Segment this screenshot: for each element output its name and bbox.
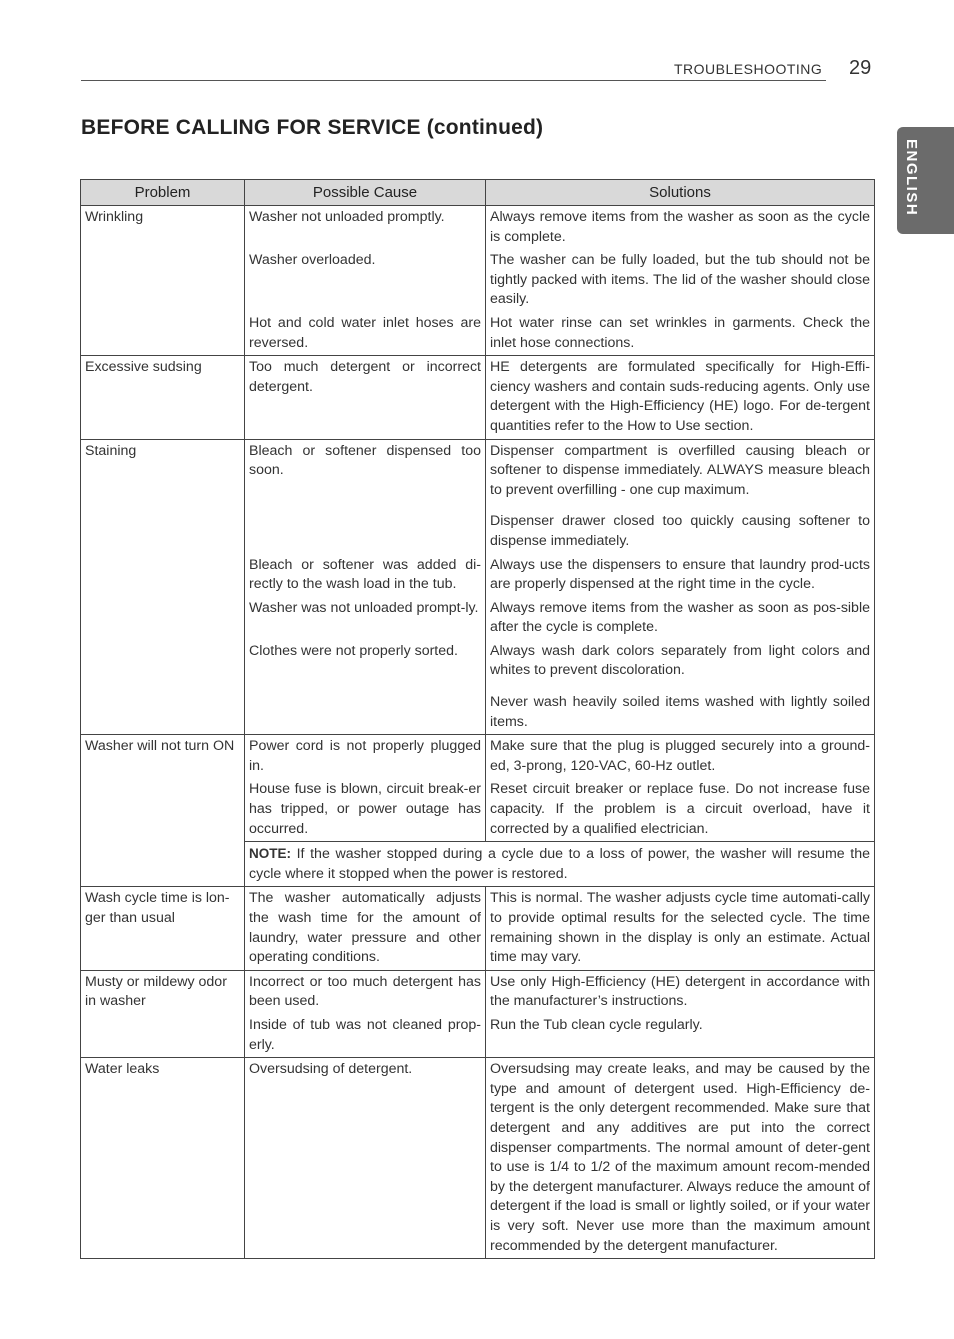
note-text: If the washer stopped during a cycle due to a loss of power, the washer will resume the cycle where it stopped when the power is restored. [249,846,870,882]
language-tab [897,127,954,234]
cause-cell: Bleach or softener dispensed too soon. [245,439,486,553]
note-cell [245,842,875,887]
note-label: NOTE: [249,846,291,862]
cause-cell: House fuse is blown, circuit break-er has tripped, or power outage has occurred. [245,778,486,841]
table-row [81,356,875,439]
cause-cell: Hot and cold water inlet hoses are reversed. [245,312,486,356]
cause-cell: Washer was not unloaded prompt-ly. [245,597,486,640]
cause-cell: Clothes were not properly sorted. [245,640,486,735]
table-row [81,970,875,1014]
solution-cell: Use only High-Efficiency (HE) detergent in accordance with the manufacturer’s instructions. [486,970,875,1014]
page-title: BEFORE CALLING FOR SERVICE (continued) [81,116,544,139]
cause-cell: Too much detergent or incorrect detergent. [245,356,486,439]
problem-cell: Musty or mildewy odor in washer [81,970,245,1057]
cause-cell: Inside of tub was not cleaned prop-erly. [245,1014,486,1058]
language-tab-label: ENGLISH [903,139,920,217]
problem-cell: Wash cycle time is lon-ger than usual [81,887,245,970]
table-row [81,735,875,779]
problem-cell: Washer will not turn ON [81,735,245,887]
cause-cell: The washer automatically adjusts the wash time for the amount of laundry, water pressure and other operating conditions. [245,887,486,970]
table-header-row [81,180,875,206]
table-row [81,439,875,553]
solution-cell: Dispenser compartment is overfilled causing bleach or softener to dispense immediately. ALWAYS measure bleach to prevent overfilling - one cup maximum. Dispenser drawer closed too quickly causing softener to dispense immediately. [486,439,875,553]
solution-cell: Hot water rinse can set wrinkles in garments. Check the inlet hose connections. [486,312,875,356]
solution-cell: Reset circuit breaker or replace fuse. Do not increase fuse capacity. If the problem is a circuit overload, have it corrected by a qualified electrician. [486,778,875,841]
column-header-problem: Problem [81,180,245,206]
solution-cell: Oversudsing may create leaks, and may be caused by the type and amount of detergent used. High-Efficiency de-tergent is the only detergent recommended. Make sure that detergent and any additives are put into the correct dispenser compartments. The normal amount of deter-gent to use is 1/4 to 1/2 of the maximum amount recom-mended by the detergent manufacturer. Always reduce the amount of detergent if the load is small or lightly soiled, or if your water is very soft. Never use more than the maximum amount recommended by the detergent manufacturer. [486,1058,875,1259]
column-header-solutions: Solutions [486,180,875,206]
cause-cell: Incorrect or too much detergent has been used. [245,970,486,1014]
column-header-cause: Possible Cause [245,180,486,206]
solution-cell: The washer can be fully loaded, but the tub should not be tightly packed with items. The lid of the washer should close easily. [486,249,875,312]
solution-cell: Always remove items from the washer as soon as the cycle is complete. [486,206,875,250]
solution-cell: Always remove items from the washer as soon as pos-sible after the cycle is complete. [486,597,875,640]
problem-cell: Water leaks [81,1058,245,1259]
table-row [81,206,875,250]
solution-cell: This is normal. The washer adjusts cycle time automati-cally to provide optimal results for the selected cycle. The time remaining shown in the display is only an estimate. Actual time may vary. [486,887,875,970]
cause-cell: Bleach or softener was added di-rectly to the wash load in the tub. [245,554,486,597]
cause-cell: Washer overloaded. [245,249,486,312]
solution-cell: Always wash dark colors separately from light colors and whites to prevent discoloration. Never wash heavily soiled items washed with lightly soiled items. [486,640,875,735]
solution-cell: HE detergents are formulated specifically for High-Effi-ciency washers and contain suds-reducing agents. Only use detergent with the High-Efficiency (HE) logo. For de-tergent quantities refer to the How to Use section. [486,356,875,439]
table-row [81,887,875,970]
problem-cell: Excessive sudsing [81,356,245,439]
problem-cell: Wrinkling [81,206,245,356]
table-row [81,1058,875,1259]
running-header-section: TROUBLESHOOTING [674,61,823,77]
page-number: 29 [849,57,872,79]
cause-cell: Power cord is not properly plugged in. [245,735,486,779]
header-divider [81,80,826,81]
solution-cell: Always use the dispensers to ensure that laundry prod-ucts are properly dispensed at the right time in the cycle. [486,554,875,597]
troubleshooting-table [80,179,875,1259]
solution-cell: Run the Tub clean cycle regularly. [486,1014,875,1058]
solution-cell: Make sure that the plug is plugged securely into a ground-ed, 3-prong, 120-VAC, 60-Hz outlet. [486,735,875,779]
cause-cell: Oversudsing of detergent. [245,1058,486,1259]
problem-cell: Staining [81,439,245,735]
cause-cell: Washer not unloaded promptly. [245,206,486,250]
